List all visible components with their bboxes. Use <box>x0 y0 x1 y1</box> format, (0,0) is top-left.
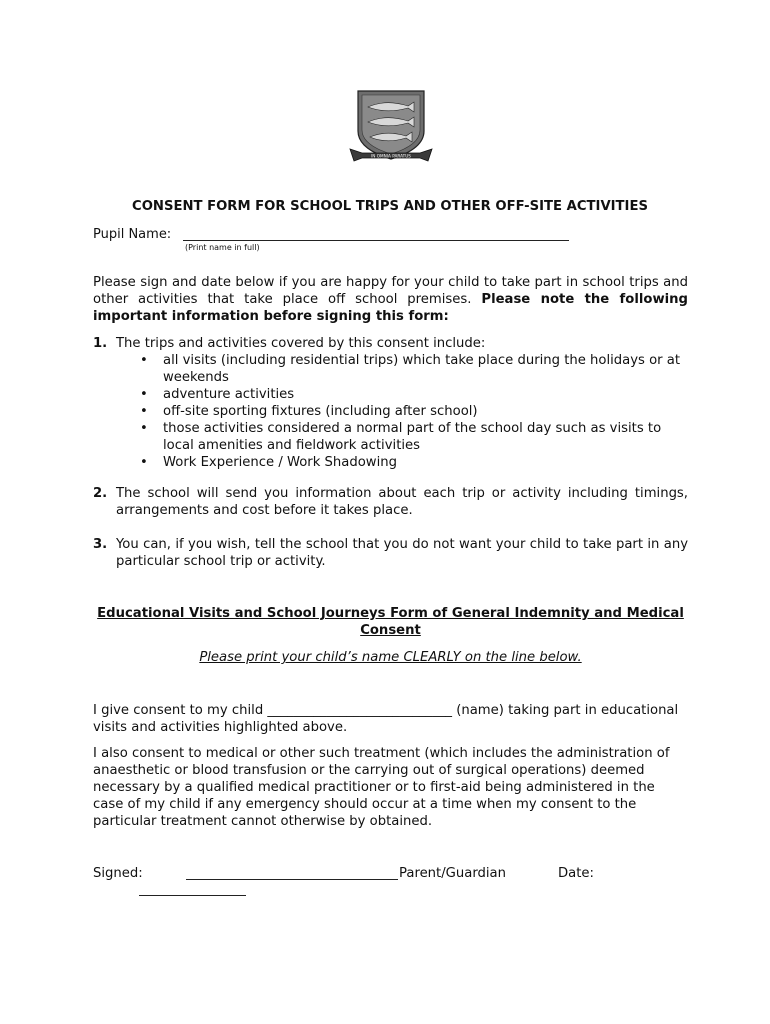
section-subtitle: Please print your child’s name CLEARLY on the line below. <box>199 650 582 665</box>
bullet-icon: • <box>140 404 148 419</box>
medical-consent-paragraph: I also consent to medical or other such treatment (which includes the administration of anaesthetic or blood transfusion or the carrying out of surgical operations) deemed necessary by a qualified medical practitioner or to first-aid being administered in the case of my child if any emergency should occur at a time when my consent to the particular treatment cannot otherwise by obtained. <box>93 746 670 829</box>
bullet-icon: • <box>140 421 148 436</box>
bullet-icon: • <box>140 387 148 402</box>
bullet-item: • Work Experience / Work Shadowing <box>140 455 397 470</box>
bullet-item: • adventure activities <box>140 387 295 402</box>
form-title: CONSENT FORM FOR SCHOOL TRIPS AND OTHER OFF-SITE ACTIVITIES <box>132 199 648 214</box>
bullet-icon: • <box>140 455 148 470</box>
pupil-name-label: Pupil Name: <box>93 227 172 242</box>
school-crest-logo <box>346 87 436 167</box>
list-item <box>93 536 688 570</box>
pupil-name-field[interactable] <box>183 240 569 241</box>
item-text: The school will send you information about each trip or activity including timings, arrangements and cost before it takes place. <box>116 486 688 518</box>
bullet-icon: • <box>140 353 148 368</box>
intro-text: Please sign and date below if you are happy for your child to take part in school trips and other activities that take place off school premises. <box>93 275 688 307</box>
item-number: 2. <box>93 486 108 501</box>
bullet-list <box>93 352 688 471</box>
signed-label: Signed: <box>93 866 143 881</box>
bullet-item: • off-site sporting fixtures (including after school) <box>140 404 478 419</box>
consent-child-paragraph: I give consent to my child ____________________________ (name) taking part in educational visits and activities highlighted above. <box>93 703 679 735</box>
date-label: Date: <box>558 866 594 881</box>
pupil-name-hint: (Print name in full) <box>185 243 260 252</box>
crest-motto: IN OMNIA PARATUS <box>371 153 411 159</box>
list-item <box>93 485 688 519</box>
fish-icon <box>368 102 414 142</box>
intro-bold-note: Please note the following important information before signing this form: <box>93 292 688 324</box>
bullet-item: • those activities considered a normal part of the school day such as visits to local amenities and fieldwork activities <box>140 421 662 453</box>
parent-guardian-label: Parent/Guardian <box>399 866 506 881</box>
item-text: The trips and activities covered by this consent include: <box>116 336 486 351</box>
date-field[interactable] <box>139 895 246 896</box>
item-number: 3. <box>93 537 108 552</box>
signature-field[interactable] <box>186 879 398 880</box>
bullet-item: • all visits (including residential trips) which take place during the holidays or at weekends <box>140 353 681 385</box>
intro-paragraph <box>93 274 688 325</box>
section-title: Educational Visits and School Journeys Form of General Indemnity and Medical Consent <box>97 606 684 638</box>
item-text: You can, if you wish, tell the school that you do not want your child to take part in any particular school trip or activity. <box>116 537 688 569</box>
item-number: 1. <box>93 336 108 351</box>
list-item <box>93 335 688 471</box>
